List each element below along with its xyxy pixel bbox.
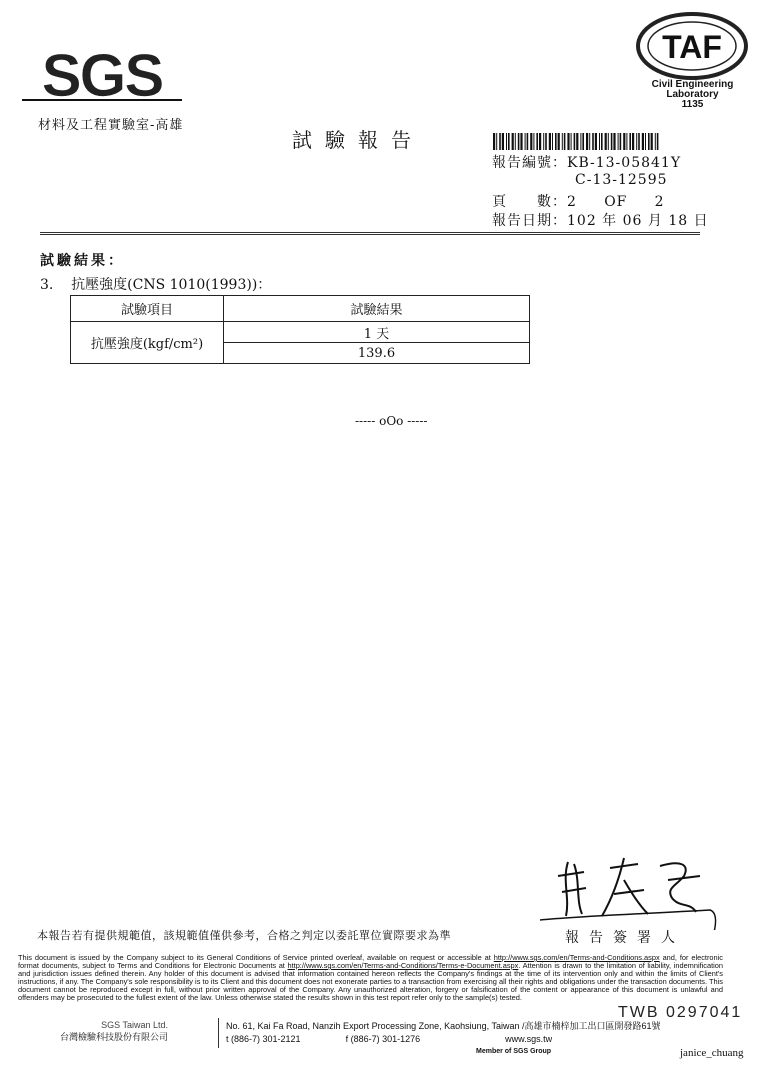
- barcode-bar: [642, 133, 644, 150]
- end-of-report-mark: ----- oOo -----: [355, 414, 428, 428]
- barcode-bar: [620, 133, 622, 150]
- report-title: 試驗報告: [292, 128, 424, 152]
- barcode-bar: [502, 133, 504, 150]
- barcode-bar: [632, 133, 634, 150]
- table-header-row: [71, 296, 530, 322]
- barcode-bar: [608, 133, 609, 150]
- barcode-bar: [562, 133, 563, 150]
- barcode-bar: [605, 133, 607, 150]
- barcode-bar: [571, 133, 572, 150]
- barcode-bar: [586, 133, 588, 150]
- svg-text:TAF: TAF: [662, 29, 722, 65]
- barcode-bar: [525, 133, 526, 150]
- barcode-bar: [545, 133, 547, 150]
- taf-line-1: Civil Engineering: [651, 79, 734, 90]
- fax: f (886-7) 301-1276: [345, 1034, 421, 1044]
- member-of-sgs: Member of SGS Group: [476, 1048, 552, 1055]
- col-header-item: 試驗項目: [71, 296, 224, 322]
- value-cell: 139.6: [224, 343, 530, 364]
- author-id: janice_chuang: [680, 1047, 744, 1059]
- barcode-bar: [549, 133, 551, 150]
- table-row: [71, 322, 530, 343]
- barcode-bar: [648, 133, 650, 150]
- page-total: 2: [654, 194, 665, 210]
- report-number-label: 報告編號：: [492, 155, 567, 171]
- row-label: 抗壓強度(kgf/cm²): [71, 322, 224, 364]
- barcode-bar: [601, 133, 603, 150]
- company-name-en: SGS Taiwan Ltd.: [101, 1020, 169, 1030]
- signatory-label: 報告簽署人: [565, 930, 685, 946]
- document-serial: TWB 0297041: [618, 1004, 743, 1021]
- company-address: No. 61, Kai Fa Road, Nanzih Export Processing Zone, Kaohsiung, Taiwan /高雄市楠梓加工出口區開發路61號: [226, 1021, 661, 1031]
- taf-line-2: Laboratory: [666, 89, 719, 100]
- page-count-row: [492, 191, 665, 211]
- report-number-2: C-13-12595: [575, 172, 668, 188]
- barcode-bar: [515, 133, 516, 150]
- report-number: KB-13-05841Y: [567, 155, 682, 171]
- barcode-bar: [636, 133, 637, 150]
- barcode-bar: [618, 133, 619, 150]
- barcode-bar: [574, 133, 576, 150]
- barcode-bar: [536, 133, 538, 150]
- legal-fine-print: [18, 954, 723, 1002]
- barcode-bar: [555, 133, 557, 150]
- barcode-bar: [552, 133, 553, 150]
- header-divider: [40, 232, 700, 235]
- col-header-result: 試驗結果: [224, 296, 530, 322]
- fine-print-2: and, for electronic format documents, subject to Terms and Conditions for Electronic Documents at: [18, 953, 723, 970]
- taf-accreditation: [640, 80, 745, 110]
- barcode-bar: [543, 133, 544, 150]
- taf-logo: [630, 10, 750, 82]
- barcode-bar: [592, 133, 594, 150]
- page-current: 2: [567, 194, 577, 210]
- e-document-terms-link[interactable]: http://www.sgs.com/en/Terms-and-Conditions/Terms-e-Document.aspx: [287, 961, 519, 970]
- barcode-bar: [567, 133, 569, 150]
- barcode-bar: [582, 133, 584, 150]
- barcode-bar: [518, 133, 520, 150]
- barcode-bar: [651, 133, 653, 150]
- barcode-bar: [564, 133, 566, 150]
- barcode-bar: [533, 133, 534, 150]
- disclaimer-chinese: 本報告若有提供規範值，該規範值僅供參考，合格之判定以委託單位實際要求為準: [37, 929, 451, 942]
- barcode-bar: [589, 133, 590, 150]
- barcode-bar: [655, 133, 656, 150]
- barcode-bar: [626, 133, 627, 150]
- item-title: 抗壓強度(CNS 1010(1993))：: [71, 277, 272, 293]
- company-contact: [226, 1020, 661, 1046]
- barcode-bar: [527, 133, 529, 150]
- age-cell: 1 天: [224, 322, 530, 343]
- report-date-row: [492, 210, 709, 230]
- lab-name: 材料及工程實驗室-高雄: [38, 118, 184, 133]
- barcode-bar: [623, 133, 625, 150]
- terms-link[interactable]: http://www.sgs.com/en/Terms-and-Conditions.aspx: [493, 953, 660, 962]
- results-heading: 試驗結果：: [40, 253, 125, 269]
- barcode-bar: [613, 133, 615, 150]
- company-name: [60, 1020, 168, 1043]
- date-label: 報告日期：: [492, 213, 567, 229]
- telephone: t (886-7) 301-2121: [226, 1034, 301, 1044]
- barcode-bar: [496, 133, 497, 150]
- svg-text:SGS: SGS: [41, 42, 163, 109]
- footer-divider: [218, 1018, 219, 1048]
- test-item-title: [40, 274, 271, 294]
- fine-print-1: This document is issued by the Company subject to its General Conditions of Service printed overleaf, available on request or accessible at: [18, 953, 494, 962]
- contact-line: [226, 1033, 661, 1046]
- page-label: 頁 數：: [492, 194, 567, 210]
- barcode-bar: [595, 133, 597, 150]
- handwritten-signature: [540, 850, 720, 930]
- barcode: [493, 133, 660, 150]
- website[interactable]: www.sgs.tw: [505, 1034, 553, 1044]
- barcode-bar: [645, 133, 646, 150]
- barcode-bar: [657, 133, 659, 150]
- company-name-cn: 台灣檢驗科技股份有限公司: [60, 1033, 169, 1043]
- results-table: [70, 295, 530, 364]
- barcode-bar: [611, 133, 613, 150]
- barcode-bar: [580, 133, 581, 150]
- barcode-bar: [512, 133, 514, 150]
- barcode-bar: [599, 133, 600, 150]
- fine-print-3: . Attention is drawn to the limitation of liability, indemnification and jurisdiction issues defined therein. Any holder of this document is advised that information contained hereon reflects the Company's findings at the time of its intervention only and within the limits of Client's instructions, if any. The Company's sole responsibility is to its Client and this document does not exonerate parties to a transaction from exercising all their rights and obligations under the transaction documents. This document cannot be reproduced except in full, without prior written approval of the Company. Any unauthorized alteration, forgery or falsification of the content or appearance of this document is unlawful and offenders may be prosecuted to the fullest extent of the law. Unless otherwise stated the results shown in this test report refer only to the sample(s) tested.: [18, 961, 723, 1002]
- barcode-bar: [638, 133, 640, 150]
- item-number: 3.: [40, 277, 54, 293]
- barcode-bar: [576, 133, 578, 150]
- barcode-bar: [539, 133, 541, 150]
- sgs-logo: [22, 40, 182, 110]
- barcode-bar: [493, 133, 495, 150]
- barcode-bar: [499, 133, 501, 150]
- barcode-bar: [530, 133, 532, 150]
- barcode-bar: [506, 133, 507, 150]
- barcode-bar: [558, 133, 560, 150]
- barcode-bar: [629, 133, 631, 150]
- barcode-bar: [508, 133, 510, 150]
- report-number-row: [492, 152, 681, 172]
- taf-line-3: 1135: [681, 99, 704, 110]
- barcode-bar: [520, 133, 522, 150]
- page-of: OF: [604, 194, 628, 210]
- report-date: 102 年 06 月 18 日: [567, 213, 709, 229]
